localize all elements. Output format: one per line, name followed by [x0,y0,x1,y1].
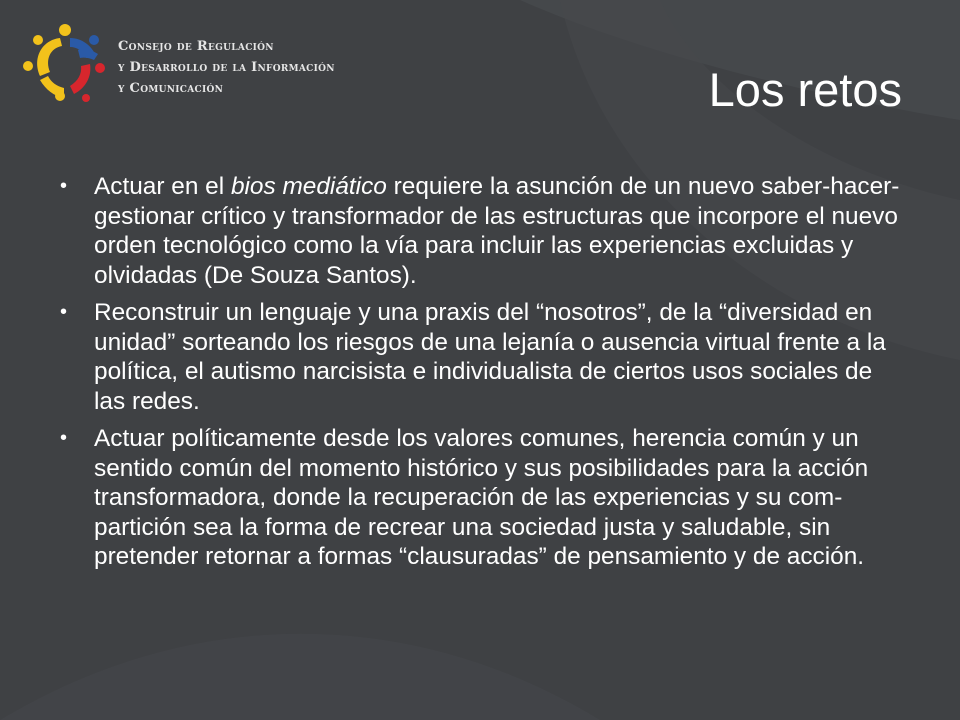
organization-name [118,36,335,99]
logo-line-1: Consejo de Regulación [118,39,274,54]
bullet-3-text: Actuar políticamente desde los valores comunes, herencia común y un sentido común del momento histórico y sus posibilidades para la acción transformadora, donde la recuperación de las experiencias y su com-partición sea la forma de recrear una sociedad justa y saludable, sin pretender retornar a formas “clausuradas” de pensamiento y de acción. [94,425,869,570]
bullet-2-text: Reconstruir un lenguaje y una praxis del “nosotros”, de la “diversidad en unidad” sorteando los riesgos de una lejanía o ausencia virtual frente a la política, el autismo narcisista e individualista de ciertos usos sociales de las redes. [94,299,886,415]
slide-title: Los retos [708,63,902,116]
logo-line-2: y Desarrollo de la Información [118,60,335,75]
bullet-item-2 [58,298,908,416]
bullet-item-3 [58,424,908,572]
logo-line-3: y Comunicación [118,81,224,96]
crdic-logo-icon [20,18,110,108]
bullet-list [58,172,908,580]
bullet-1-text: Actuar en el bios mediático requiere la asunción de un nuevo saber-hacer-gestionar crítico y transformador de las estructuras que incorpore el nuevo orden tecnológico como la vía para incluir las experiencias excluidas y olvidadas (De Souza Santos). [94,173,900,289]
bullet-item-1 [58,172,908,290]
bullet-dot-icon: • [60,427,68,449]
bullet-dot-icon: • [60,301,68,323]
organization-logo [20,18,440,108]
bullet-dot-icon: • [60,175,68,197]
bullet-1-emphasis: bios mediático [230,173,387,200]
